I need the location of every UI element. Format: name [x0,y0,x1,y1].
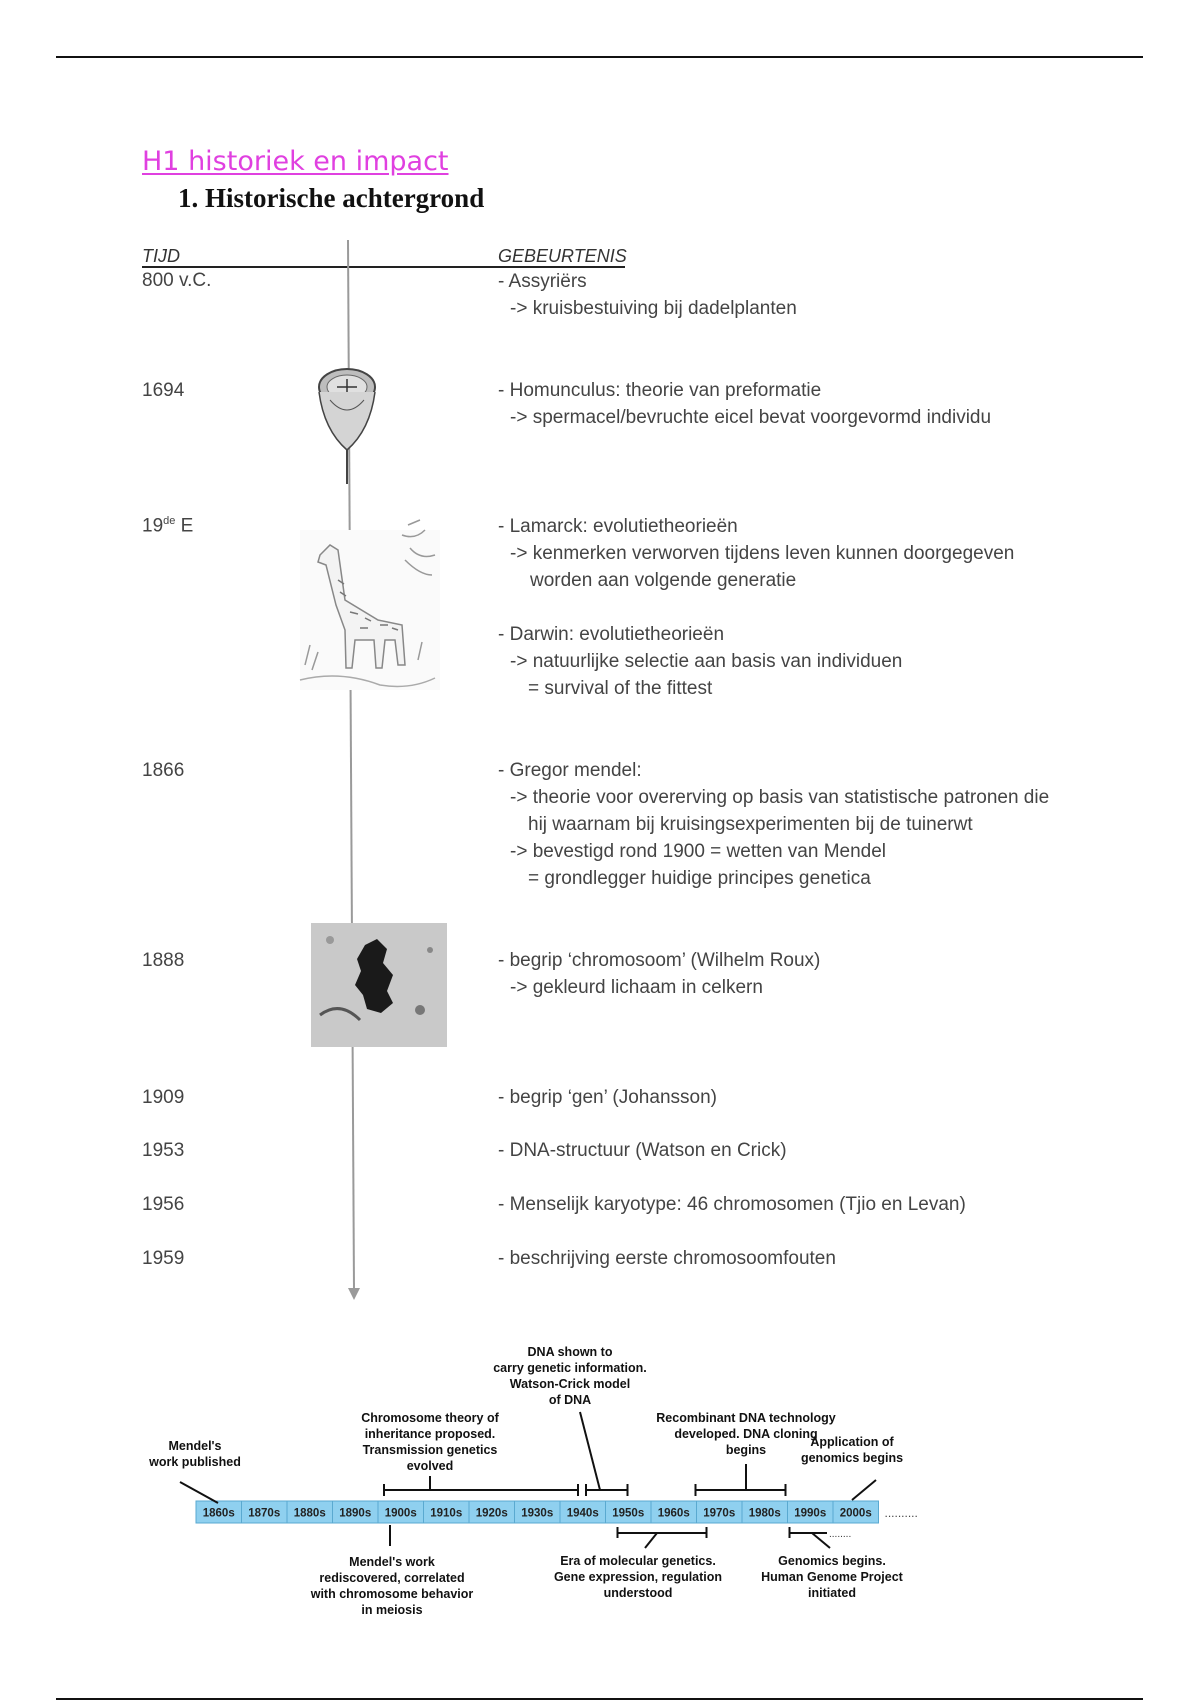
event-entry [498,947,820,1001]
decade-label: 1890s [339,1507,372,1520]
event-line: - Homunculus: theorie van preformatie [498,380,822,401]
annotation-molecular-era: Era of molecular genetics. [560,1554,716,1568]
event-line: worden aan volgende generatie [530,570,797,591]
time-label [142,515,193,537]
genetics-history-timeline [140,1340,1080,1630]
timeline-continuation: .......... [884,1506,918,1520]
pointer-line [852,1480,876,1500]
annotation-genomics-application: Application of [810,1435,894,1449]
time-label: 1888 [142,950,185,971]
annotation-mendel-published: work published [149,1455,241,1469]
time-label: 1953 [142,1140,185,1161]
timeline-continuation: ........ [829,1529,852,1540]
giraffe-illustration [300,520,440,690]
event-line: - DNA-structuur (Watson en Crick) [498,1140,787,1161]
annotation-molecular-era: Gene expression, regulation [553,1570,723,1584]
annotation-genomics-begins: Human Genome Project [761,1570,903,1584]
decade-label: 1900s [384,1507,417,1520]
time-era: E [175,515,194,537]
annotation-genomics-begins: initiated [808,1586,856,1600]
decade-label: 1860s [202,1507,235,1520]
event-line: -> gekleurd lichaam in celkern [510,977,763,998]
decade-label: 1910s [430,1507,463,1520]
event-entry [498,757,1049,892]
event-line: -> spermacel/bevruchte eicel bevat voorgevormd individu [510,407,992,428]
time-label: 1956 [142,1194,185,1215]
decade-label: 1930s [521,1507,554,1520]
event-line: - begrip ‘gen’ (Johansson) [498,1087,717,1108]
annotation-chromosome-theory: Transmission genetics [362,1443,498,1457]
time-century: 19 [142,515,164,537]
decade-label: 1990s [794,1507,827,1520]
time-label: 1959 [142,1248,185,1269]
section-title: 1. Historische achtergrond [178,183,485,213]
annotation-mendel-published: Mendel's [168,1439,222,1453]
annotation-recombinant-dna: begins [725,1443,767,1457]
annotation-dna-shown: of DNA [548,1393,592,1407]
event-line: -> kenmerken verworven tijdens leven kunnen doorgegeven [510,543,1015,564]
annotation-genomics-application: genomics begins [800,1451,904,1465]
column-header-time: TIJD [142,246,180,266]
annotation-dna-shown: Watson-Crick model [509,1377,631,1391]
time-label: 1909 [142,1087,185,1108]
event-entry [498,1245,836,1272]
event-line: -> natuurlijke selectie aan basis van individuen [510,651,903,672]
decade-label: 1940s [566,1507,599,1520]
event-line: - begrip ‘chromosoom’ (Wilhelm Roux) [498,950,821,971]
decade-label: 2000s [839,1507,872,1520]
event-entry [498,377,991,431]
annotation-dna-shown: carry genetic information. [493,1361,647,1375]
event-line: hij waarnam bij kruisingsexperimenten bij de tuinerwt [528,814,973,835]
decade-label: 1980s [748,1507,781,1520]
time-label: 1866 [142,760,185,781]
event-entry [498,513,1014,702]
event-line: -> theorie voor overerving op basis van statistische patronen die [510,787,1050,808]
decade-label: 1880s [293,1507,326,1520]
time-century-suffix: de [163,515,176,527]
annotation-chromosome-theory: inheritance proposed. [364,1427,496,1441]
event-line: - Assyriërs [498,271,587,292]
event-line: - Lamarck: evolutietheorieën [498,516,738,537]
event-line: - beschrijving eerste chromosoomfouten [498,1248,836,1269]
decade-label: 1950s [612,1507,645,1520]
event-entry [498,1137,787,1164]
pointer-line [580,1412,600,1490]
event-line: -> bevestigd rond 1900 = wetten van Mendel [510,841,887,862]
decade-label: 1970s [703,1507,736,1520]
page-heading: H1 historiek en impact [142,146,449,177]
event-line: -> kruisbestuiving bij dadelplanten [510,298,797,319]
event-line: - Gregor mendel: [498,760,642,781]
annotation-chromosome-theory: evolved [406,1459,454,1473]
event-line: = grondlegger huidige principes genetica [528,868,871,889]
annotation-dna-shown: DNA shown to [527,1345,613,1359]
decade-label: 1870s [248,1507,281,1520]
column-header-event: GEBEURTENIS [498,246,627,266]
pointer-line [180,1482,218,1503]
annotation-genomics-begins: Genomics begins. [778,1554,886,1568]
time-label: 1694 [142,380,185,401]
event-line: = survival of the fittest [528,678,713,699]
annotation-mendel-rediscovered: Mendel's work [349,1555,435,1569]
annotation-molecular-era: understood [603,1586,673,1600]
annotation-recombinant-dna: developed. DNA cloning [674,1427,818,1441]
decade-label: 1960s [657,1507,690,1520]
homunculus-illustration [319,369,375,484]
annotation-chromosome-theory: Chromosome theory of [361,1411,499,1425]
annotation-mendel-rediscovered: in meiosis [361,1603,423,1617]
annotation-mendel-rediscovered: with chromosome behavior [310,1587,474,1601]
annotation-recombinant-dna: Recombinant DNA technology [656,1411,836,1425]
event-line: - Menselijk karyotype: 46 chromosomen (Tjio en Levan) [498,1194,966,1215]
timeline-arrowhead [348,1288,360,1300]
pointer-line [812,1533,830,1548]
annotation-mendel-rediscovered: rediscovered, correlated [319,1571,465,1585]
time-label: 800 v.C. [142,270,212,291]
decade-label: 1920s [475,1507,508,1520]
event-entry [498,1084,717,1111]
event-entry [498,1191,966,1218]
pointer-line [645,1533,657,1548]
event-line: - Darwin: evolutietheorieën [498,624,725,645]
chromosome-micrograph [311,923,447,1047]
event-entry [498,268,797,322]
